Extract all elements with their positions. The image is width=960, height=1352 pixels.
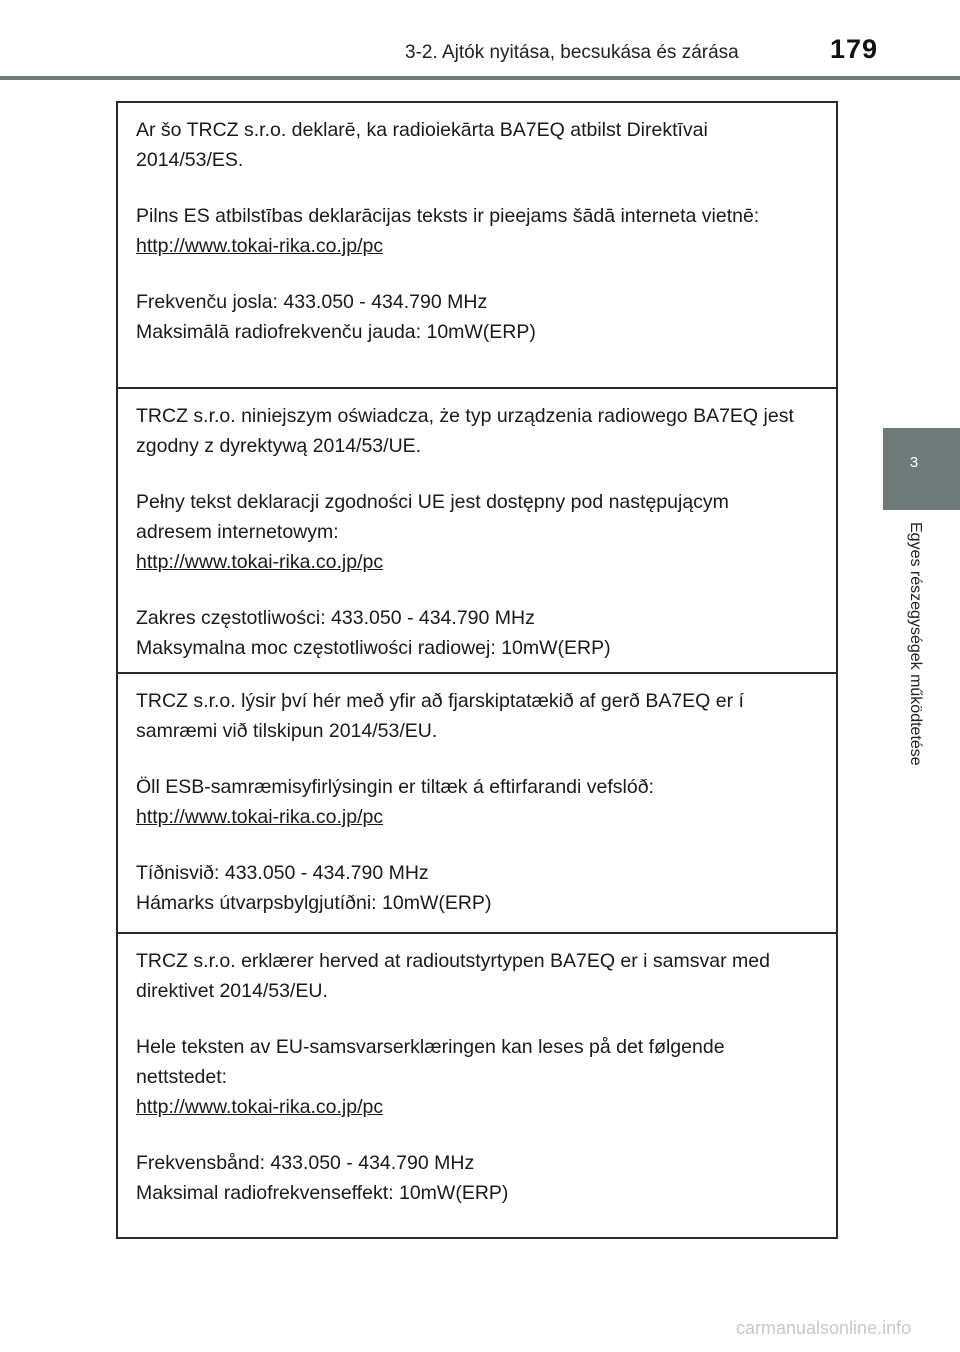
frequency-text: Frekvenču josla: 433.050 - 434.790 MHz (136, 291, 488, 313)
chapter-number: 3 (909, 454, 919, 471)
header-divider (0, 76, 960, 80)
declaration-text: Ar šo TRCZ s.r.o. deklarē, ka radioiekārta BA7EQ atbilst Direktīvai 2014/53/ES. (136, 119, 708, 171)
power-text: Maksymalna moc częstotliwości radiowej: 10mW(ERP) (136, 637, 611, 659)
declaration-url-link[interactable]: http://www.tokai-rika.co.jp/pc (136, 806, 384, 828)
declaration-text: TRCZ s.r.o. niniejszym oświadcza, że typ urządzenia radiowego BA7EQ jest zgodny z dyrektywą 2014/53/UE. (136, 405, 794, 457)
power-text: Hámarks útvarpsbylgjutíðni: 10mW(ERP) (136, 892, 492, 914)
declaration-block-polish (118, 389, 836, 663)
availability-text: Pilns ES atbilstības deklarācijas teksts ir pieejams šādā interneta vietnē: (136, 205, 760, 227)
declaration-block-icelandic (118, 674, 836, 918)
declaration-url-link[interactable]: http://www.tokai-rika.co.jp/pc (136, 235, 384, 257)
declaration-block-latvian (118, 103, 836, 347)
page-number: 179 (830, 34, 879, 64)
chapter-title: Egyes részegységek működtetése (907, 522, 924, 766)
frequency-text: Tíðnisvið: 433.050 - 434.790 MHz (136, 862, 429, 884)
power-text: Maksimālā radiofrekvenču jauda: 10mW(ERP) (136, 321, 536, 343)
chapter-tab (883, 428, 960, 510)
availability-text: Öll ESB-samræmisyfirlýsingin er tiltæk á eftirfarandi vefslóð: (136, 776, 654, 798)
declaration-url-link[interactable]: http://www.tokai-rika.co.jp/pc (136, 551, 384, 573)
frequency-text: Frekvensbånd: 433.050 - 434.790 MHz (136, 1152, 475, 1174)
declaration-url-link[interactable]: http://www.tokai-rika.co.jp/pc (136, 1096, 384, 1118)
footer-watermark: carmanualsonline.info (736, 1318, 912, 1338)
declaration-block-norwegian (118, 934, 836, 1208)
availability-text: Pełny tekst deklaracji zgodności UE jest dostępny pod następującym adresem internetowym: (136, 491, 729, 543)
declaration-frame (116, 101, 838, 1239)
availability-text: Hele teksten av EU-samsvarserklæringen kan leses på det følgende nettstedet: (136, 1036, 725, 1088)
section-title: 3-2. Ajtók nyitása, becsukása és zárása (405, 42, 739, 63)
declaration-text: TRCZ s.r.o. erklærer herved at radioutstyrtypen BA7EQ er i samsvar med direktivet 2014/53/EU. (136, 950, 770, 1002)
power-text: Maksimal radiofrekvenseffekt: 10mW(ERP) (136, 1182, 509, 1204)
declaration-text: TRCZ s.r.o. lýsir því hér með yfir að fjarskiptatækið af gerð BA7EQ er í samræmi við tilskipun 2014/53/EU. (136, 690, 744, 742)
frequency-text: Zakres częstotliwości: 433.050 - 434.790 MHz (136, 607, 535, 629)
